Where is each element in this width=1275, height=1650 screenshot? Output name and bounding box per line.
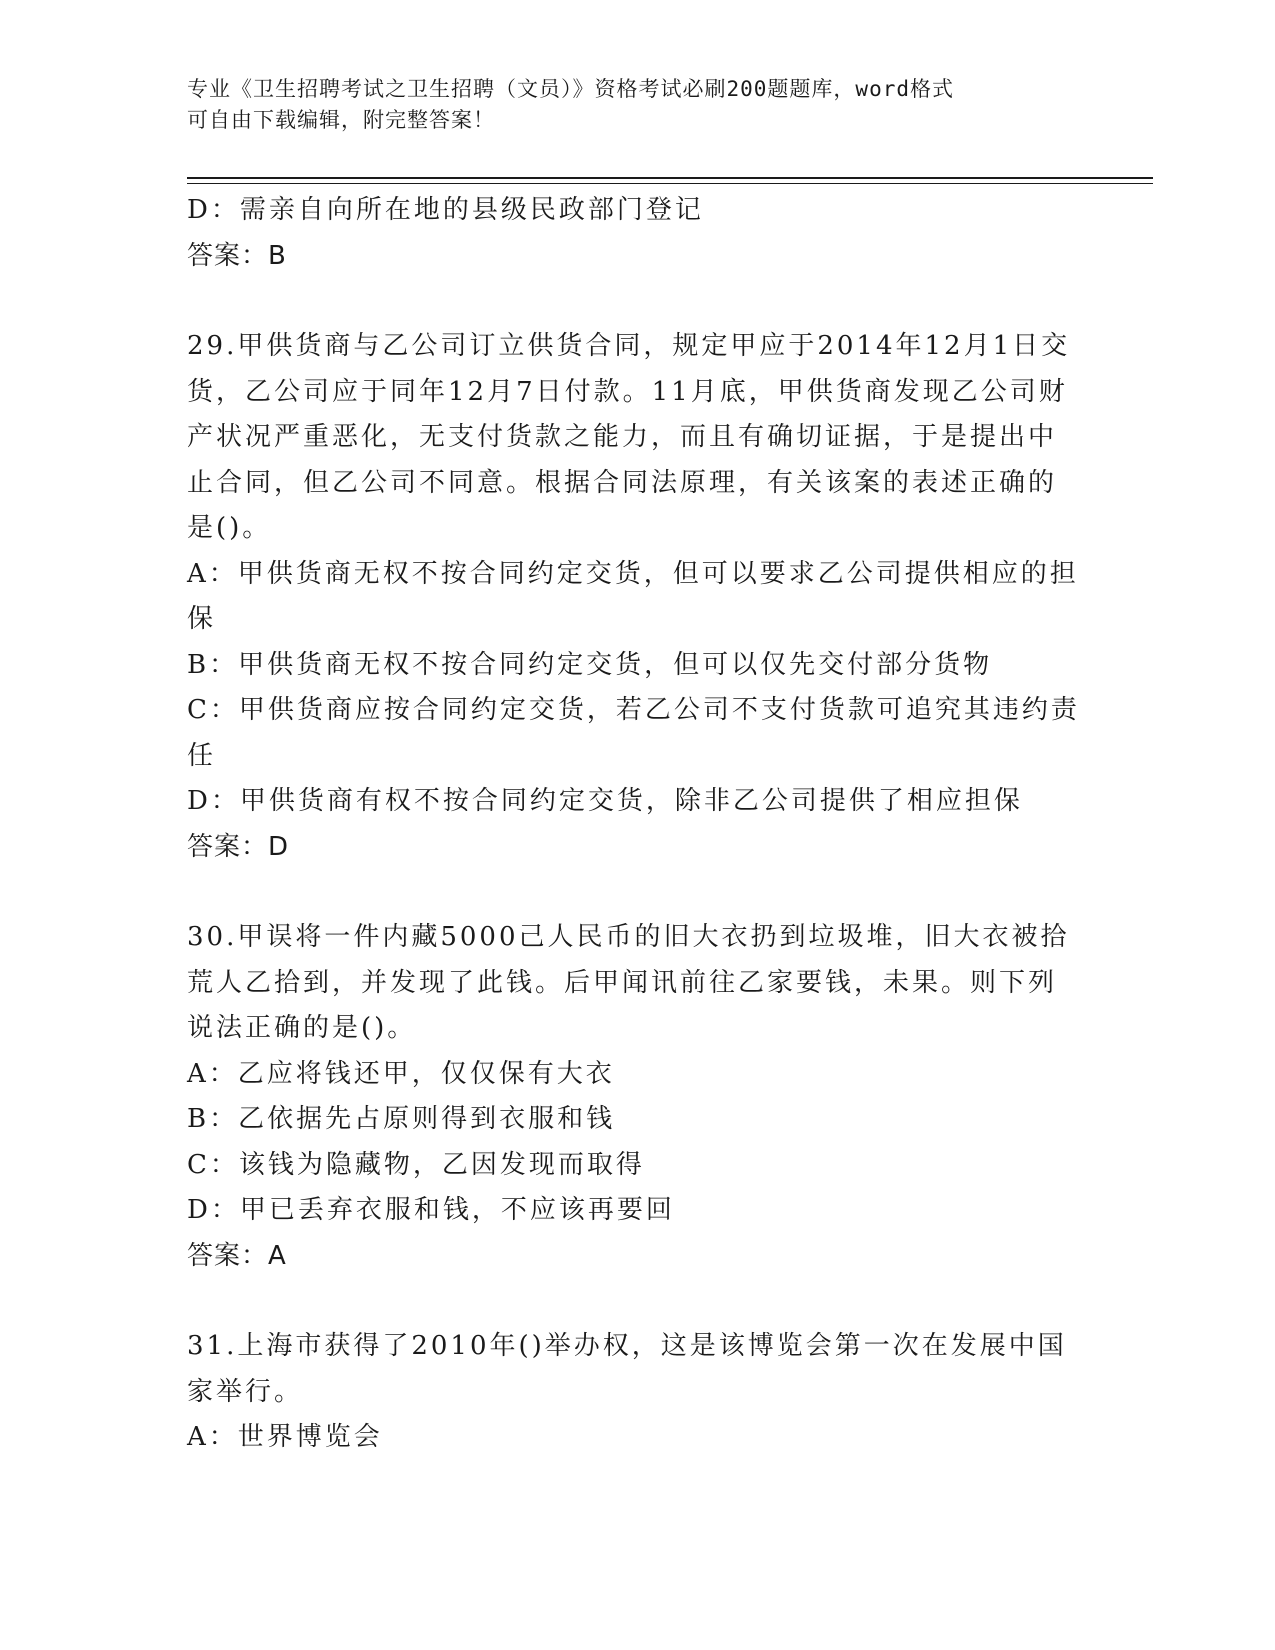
document-body bbox=[187, 188, 1087, 1461]
answer-line: 答案：D bbox=[187, 831, 290, 862]
question-block bbox=[187, 1324, 1087, 1461]
question-line: 说法正确的是()。 bbox=[187, 1013, 417, 1043]
spacer bbox=[187, 279, 1087, 324]
header-line: 专业《卫生招聘考试之卫生招聘（文员）》资格考试必刷200题题库，word格式 bbox=[187, 77, 954, 101]
question-block bbox=[187, 188, 1087, 279]
spacer bbox=[187, 1279, 1087, 1324]
question-line: 产状况严重恶化，无支付货款之能力，而且有确切证据，于是提出中 bbox=[187, 422, 1058, 452]
option-line: A：甲供货商无权不按合同约定交货，但可以要求乙公司提供相应的担 bbox=[187, 558, 1079, 589]
question-line: 31.上海市获得了2010年()举办权，这是该博览会第一次在发展中国 bbox=[187, 1331, 1067, 1361]
option-line: D：甲供货商有权不按合同约定交货，除非乙公司提供了相应担保 bbox=[187, 786, 1023, 816]
question-line: 货，乙公司应于同年12月7日付款。11月底，甲供货商发现乙公司财 bbox=[187, 376, 1068, 407]
question-line: 止合同，但乙公司不同意。根据合同法原理，有关该案的表述正确的 bbox=[187, 467, 1058, 498]
question-block bbox=[187, 915, 1087, 1279]
question-line: 家举行。 bbox=[187, 1376, 304, 1407]
question-line: 荒人乙拾到，并发现了此钱。后甲闻讯前往乙家要钱，未果。则下列 bbox=[187, 967, 1058, 998]
question-line: 是()。 bbox=[187, 513, 272, 543]
option-line: B：乙依据先占原则得到衣服和钱 bbox=[187, 1104, 616, 1134]
header-divider-thin bbox=[187, 183, 1153, 184]
spacer bbox=[187, 870, 1087, 915]
answer-line: 答案：A bbox=[187, 1240, 287, 1271]
option-line: A：世界博览会 bbox=[187, 1422, 383, 1452]
question-line: 29.甲供货商与乙公司订立供货合同，规定甲应于2014年12月1日交 bbox=[187, 331, 1071, 361]
header-divider bbox=[187, 177, 1153, 179]
answer-line: 答案：B bbox=[187, 240, 287, 271]
option-line: D：甲已丢弃衣服和钱，不应该再要回 bbox=[187, 1195, 675, 1225]
question-block bbox=[187, 324, 1087, 870]
option-line: D：需亲自向所在地的县级民政部门登记 bbox=[187, 195, 704, 225]
option-line: C：甲供货商应按合同约定交货，若乙公司不支付货款可追究其违约责 bbox=[187, 695, 1080, 725]
option-line: 任 bbox=[187, 740, 217, 771]
option-line: C：该钱为隐藏物，乙因发现而取得 bbox=[187, 1149, 645, 1180]
option-line: A：乙应将钱还甲，仅仅保有大衣 bbox=[187, 1058, 615, 1089]
option-line: 保 bbox=[187, 604, 217, 634]
document-header bbox=[187, 74, 1067, 136]
question-line: 30.甲误将一件内藏5000己人民币的旧大衣扔到垃圾堆，旧大衣被拾 bbox=[187, 922, 1070, 952]
header-line: 可自由下载编辑，附完整答案！ bbox=[187, 108, 495, 132]
option-line: B：甲供货商无权不按合同约定交货，但可以仅先交付部分货物 bbox=[187, 649, 993, 680]
